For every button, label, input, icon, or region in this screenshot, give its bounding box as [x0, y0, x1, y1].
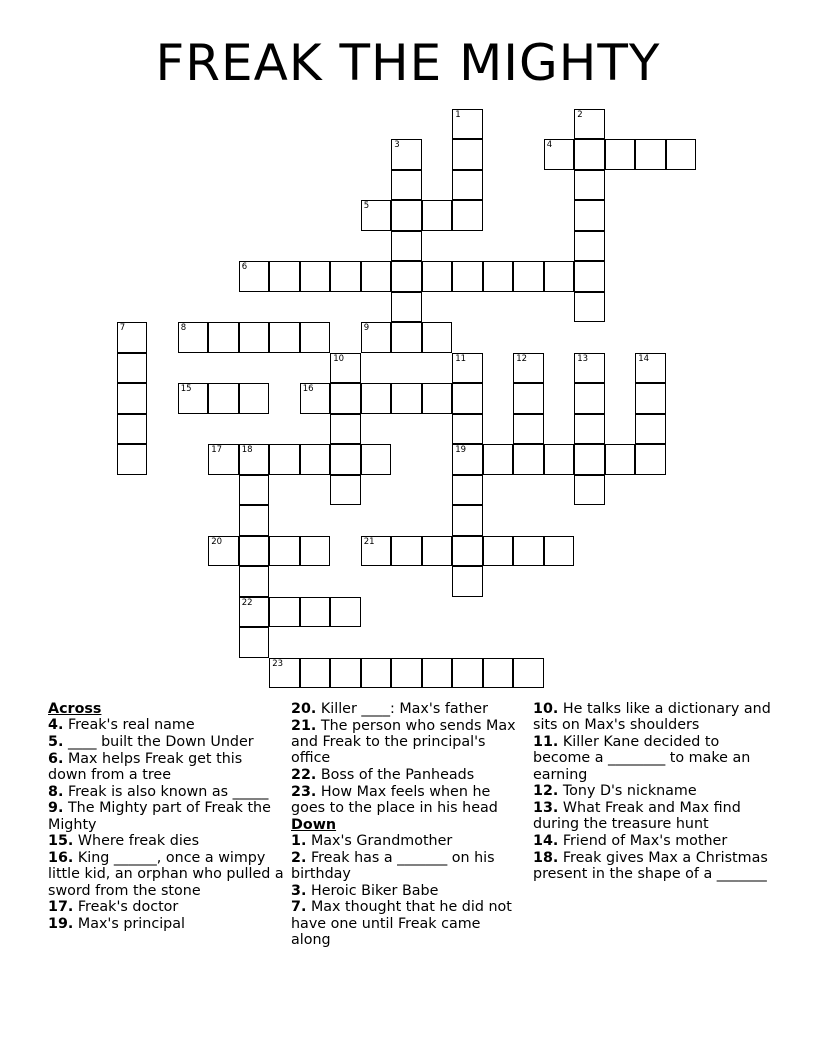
grid-cell[interactable] [361, 658, 392, 689]
clue-number: 5 [363, 201, 370, 212]
clue-number-label: 14. [533, 833, 559, 849]
grid-cell[interactable] [178, 383, 209, 414]
grid-cell[interactable] [513, 444, 544, 475]
grid-cell[interactable] [239, 444, 270, 475]
clue-number-label: 5. [48, 734, 64, 750]
clue-number-label: 4. [48, 717, 64, 734]
grid-cell[interactable] [605, 139, 636, 170]
across-clue [48, 833, 284, 849]
clue-number: 15 [180, 384, 192, 395]
clue-column-2 [291, 701, 523, 949]
clue-text: Freak is also known as _____ [67, 783, 269, 800]
grid-cell[interactable] [513, 353, 544, 384]
grid-cell[interactable] [269, 597, 300, 628]
grid-cell[interactable] [330, 444, 361, 475]
clue-number: 8 [180, 323, 187, 334]
grid-cell[interactable] [117, 414, 148, 445]
clue-number-label: 17. [48, 899, 74, 916]
grid-cell[interactable] [635, 444, 666, 475]
grid-cell[interactable] [239, 322, 270, 353]
across-clue [48, 850, 284, 899]
grid-cell[interactable] [544, 261, 575, 292]
grid-cell[interactable] [452, 261, 483, 292]
across-clue [48, 734, 284, 750]
grid-cell[interactable] [422, 536, 453, 567]
clue-number-label: 16. [48, 849, 74, 866]
clue-number: 19 [455, 445, 467, 456]
clue-text: Freak's doctor [77, 899, 179, 916]
grid-cell[interactable] [483, 444, 514, 475]
down-clue [533, 800, 773, 833]
clue-text: Freak gives Max a Christmas present in the shape of a _______ [533, 849, 768, 882]
grid-cell[interactable] [452, 170, 483, 201]
clue-number-label: 13. [533, 800, 559, 816]
grid-cell[interactable] [452, 414, 483, 445]
across-clue [48, 916, 284, 932]
grid-cell[interactable] [483, 536, 514, 567]
across-clue [48, 751, 284, 784]
grid-cell[interactable] [574, 383, 605, 414]
across-clue [291, 701, 523, 717]
down-clue [291, 899, 523, 948]
clue-text: Boss of the Panheads [320, 767, 475, 783]
clue-number-label: 21. [291, 717, 317, 734]
grid-cell[interactable] [513, 536, 544, 567]
grid-cell[interactable] [513, 414, 544, 445]
grid-cell[interactable] [574, 475, 605, 506]
across-heading: Across [48, 701, 102, 717]
grid-cell[interactable] [574, 292, 605, 323]
down-clue [291, 850, 523, 883]
grid-cell[interactable] [422, 658, 453, 689]
clue-text: Max thought that he did not have one until Freak came along [291, 899, 512, 948]
grid-cell[interactable] [452, 475, 483, 506]
clue-number: 12 [516, 353, 528, 364]
grid-cell[interactable] [574, 200, 605, 231]
clue-number-label: 10. [533, 701, 559, 717]
grid-cell[interactable] [605, 444, 636, 475]
grid-cell[interactable] [422, 322, 453, 353]
clue-text: Max's principal [77, 915, 185, 932]
grid-cell[interactable] [635, 383, 666, 414]
grid-cell[interactable] [330, 597, 361, 628]
clue-number-label: 2. [291, 849, 307, 866]
grid-cell[interactable] [300, 383, 331, 414]
clue-number: 21 [363, 536, 375, 547]
grid-cell[interactable] [361, 261, 392, 292]
grid-cell[interactable] [422, 383, 453, 414]
grid-cell[interactable] [117, 353, 148, 384]
clue-number-label: 3. [291, 882, 307, 899]
grid-cell[interactable] [422, 261, 453, 292]
grid-cell[interactable] [361, 383, 392, 414]
puzzle-title: FREAK THE MIGHTY [155, 34, 661, 92]
grid-cell[interactable] [452, 200, 483, 231]
grid-cell[interactable] [391, 383, 422, 414]
clue-number-label: 9. [48, 800, 64, 817]
grid-cell[interactable] [452, 444, 483, 475]
grid-cell[interactable] [483, 261, 514, 292]
clue-number-label: 6. [48, 750, 64, 767]
grid-cell[interactable] [635, 353, 666, 384]
clue-number: 22 [241, 597, 253, 608]
grid-cell[interactable] [513, 658, 544, 689]
grid-cell[interactable] [239, 261, 270, 292]
grid-cell[interactable] [239, 566, 270, 597]
clue-text: Friend of Max's mother [562, 833, 728, 849]
grid-cell[interactable] [239, 627, 270, 658]
clue-text: Where freak dies [77, 833, 200, 850]
clue-number-label: 20. [291, 701, 317, 717]
across-clue [48, 800, 284, 833]
grid-cell[interactable] [574, 170, 605, 201]
grid-cell[interactable] [208, 536, 239, 567]
clue-number: 14 [638, 353, 650, 364]
grid-cell[interactable] [361, 536, 392, 567]
grid-cell[interactable] [452, 505, 483, 536]
grid-cell[interactable] [452, 109, 483, 140]
grid-cell[interactable] [391, 170, 422, 201]
grid-cell[interactable] [574, 353, 605, 384]
grid-cell[interactable] [574, 231, 605, 262]
grid-cell[interactable] [208, 383, 239, 414]
grid-cell[interactable] [361, 444, 392, 475]
clue-text: Killer Kane decided to become a ________ to make an earning [533, 734, 751, 783]
grid-cell[interactable] [513, 261, 544, 292]
grid-cell[interactable] [452, 139, 483, 170]
grid-cell[interactable] [300, 597, 331, 628]
grid-cell[interactable] [330, 414, 361, 445]
clue-number: 16 [302, 384, 314, 395]
clue-number: 11 [455, 353, 467, 364]
clue-number-label: 12. [533, 783, 559, 800]
down-clue [533, 833, 773, 849]
down-clue [291, 883, 523, 899]
across-clue [48, 784, 284, 800]
grid-cell[interactable] [422, 200, 453, 231]
grid-cell[interactable] [269, 658, 300, 689]
grid-cell[interactable] [452, 383, 483, 414]
clue-number-label: 15. [48, 833, 74, 850]
grid-cell[interactable] [635, 414, 666, 445]
clue-number: 6 [241, 262, 248, 273]
grid-cell[interactable] [391, 200, 422, 231]
grid-cell[interactable] [239, 536, 270, 567]
grid-cell[interactable] [239, 475, 270, 506]
grid-cell[interactable] [513, 383, 544, 414]
clue-number: 3 [394, 140, 400, 151]
clue-text: The person who sends Max and Freak to the principal's office [291, 717, 516, 767]
grid-cell[interactable] [300, 536, 331, 567]
clue-text: Max helps Freak get this down from a tree [48, 750, 243, 783]
grid-cell[interactable] [300, 261, 331, 292]
grid-cell[interactable] [269, 444, 300, 475]
clue-text: Freak's real name [67, 717, 195, 734]
grid-cell[interactable] [391, 231, 422, 262]
grid-cell[interactable] [391, 261, 422, 292]
grid-cell[interactable] [239, 505, 270, 536]
clue-number-label: 19. [48, 915, 74, 932]
grid-cell[interactable] [269, 322, 300, 353]
clue-number: 1 [455, 109, 461, 120]
clue-number: 9 [363, 323, 370, 334]
clue-number-label: 1. [291, 833, 307, 849]
grid-cell[interactable] [330, 475, 361, 506]
grid-cell[interactable] [391, 658, 422, 689]
clue-number: 10 [333, 353, 345, 364]
clue-number-label: 22. [291, 767, 317, 783]
grid-cell[interactable] [574, 414, 605, 445]
grid-cell[interactable] [117, 322, 148, 353]
clue-number-label: 23. [291, 783, 317, 800]
clue-text: Heroic Biker Babe [310, 882, 439, 899]
clue-number: 18 [241, 445, 253, 456]
grid-cell[interactable] [574, 444, 605, 475]
across-clue [291, 784, 523, 817]
grid-cell[interactable] [269, 536, 300, 567]
grid-cell[interactable] [361, 322, 392, 353]
clue-number-label: 18. [533, 849, 559, 866]
clue-number-label: 7. [291, 899, 307, 916]
grid-cell[interactable] [391, 322, 422, 353]
clue-number-label: 11. [533, 734, 559, 750]
grid-cell[interactable] [269, 261, 300, 292]
clue-text: King ______, once a wimpy little kid, an orphan who pulled a sword from the stone [48, 849, 284, 899]
grid-cell[interactable] [452, 566, 483, 597]
clue-number: 7 [119, 323, 126, 334]
grid-cell[interactable] [452, 353, 483, 384]
down-clue [533, 701, 773, 734]
clue-column-3 [533, 701, 773, 883]
grid-cell[interactable] [178, 322, 209, 353]
down-clue [291, 833, 523, 849]
clue-number-label: 8. [48, 783, 64, 800]
clue-text: ____ built the Down Under [67, 734, 254, 750]
clue-column-1 [48, 701, 284, 932]
across-clue [291, 767, 523, 783]
down-clue [533, 734, 773, 783]
clue-number: 23 [272, 658, 284, 669]
grid-cell[interactable] [239, 597, 270, 628]
grid-cell[interactable] [117, 383, 148, 414]
grid-cell[interactable] [239, 383, 270, 414]
grid-cell[interactable] [544, 536, 575, 567]
grid-cell[interactable] [361, 200, 392, 231]
grid-cell[interactable] [574, 261, 605, 292]
grid-cell[interactable] [300, 444, 331, 475]
grid-cell[interactable] [330, 353, 361, 384]
clue-text: Tony D's nickname [562, 783, 697, 800]
grid-cell[interactable] [483, 658, 514, 689]
across-clue [291, 718, 523, 767]
grid-cell[interactable] [452, 536, 483, 567]
clue-number: 4 [546, 140, 553, 151]
grid-cell[interactable] [330, 383, 361, 414]
clue-text: Freak has a _______ on his birthday [291, 849, 495, 882]
down-clue [533, 850, 773, 883]
grid-cell[interactable] [300, 658, 331, 689]
grid-cell[interactable] [117, 444, 148, 475]
grid-cell[interactable] [391, 536, 422, 567]
grid-cell[interactable] [330, 261, 361, 292]
grid-cell[interactable] [544, 139, 575, 170]
down-clue [533, 783, 773, 799]
grid-cell[interactable] [330, 658, 361, 689]
grid-cell[interactable] [208, 322, 239, 353]
grid-cell[interactable] [391, 292, 422, 323]
clue-number: 2 [577, 109, 583, 120]
grid-cell[interactable] [574, 109, 605, 140]
grid-cell[interactable] [391, 139, 422, 170]
grid-cell[interactable] [452, 658, 483, 689]
across-clue [48, 899, 284, 915]
grid-cell[interactable] [544, 444, 575, 475]
clue-number: 20 [211, 536, 223, 547]
grid-cell[interactable] [574, 139, 605, 170]
across-clue [48, 717, 284, 733]
clue-text: Max's Grandmother [310, 833, 453, 849]
clue-text: Killer ____: Max's father [320, 701, 488, 717]
clue-number: 17 [211, 445, 223, 456]
grid-cell[interactable] [208, 444, 239, 475]
clue-text: He talks like a dictionary and sits on Max's shoulders [533, 701, 771, 734]
grid-cell[interactable] [300, 322, 331, 353]
clue-text: How Max feels when he goes to the place in his head [291, 783, 498, 816]
down-heading: Down [291, 816, 337, 833]
clue-number: 13 [577, 353, 589, 364]
grid-cell[interactable] [666, 139, 697, 170]
clue-text: The Mighty part of Freak the Mighty [48, 800, 271, 833]
clue-text: What Freak and Max find during the treasure hunt [533, 800, 741, 833]
grid-cell[interactable] [635, 139, 666, 170]
